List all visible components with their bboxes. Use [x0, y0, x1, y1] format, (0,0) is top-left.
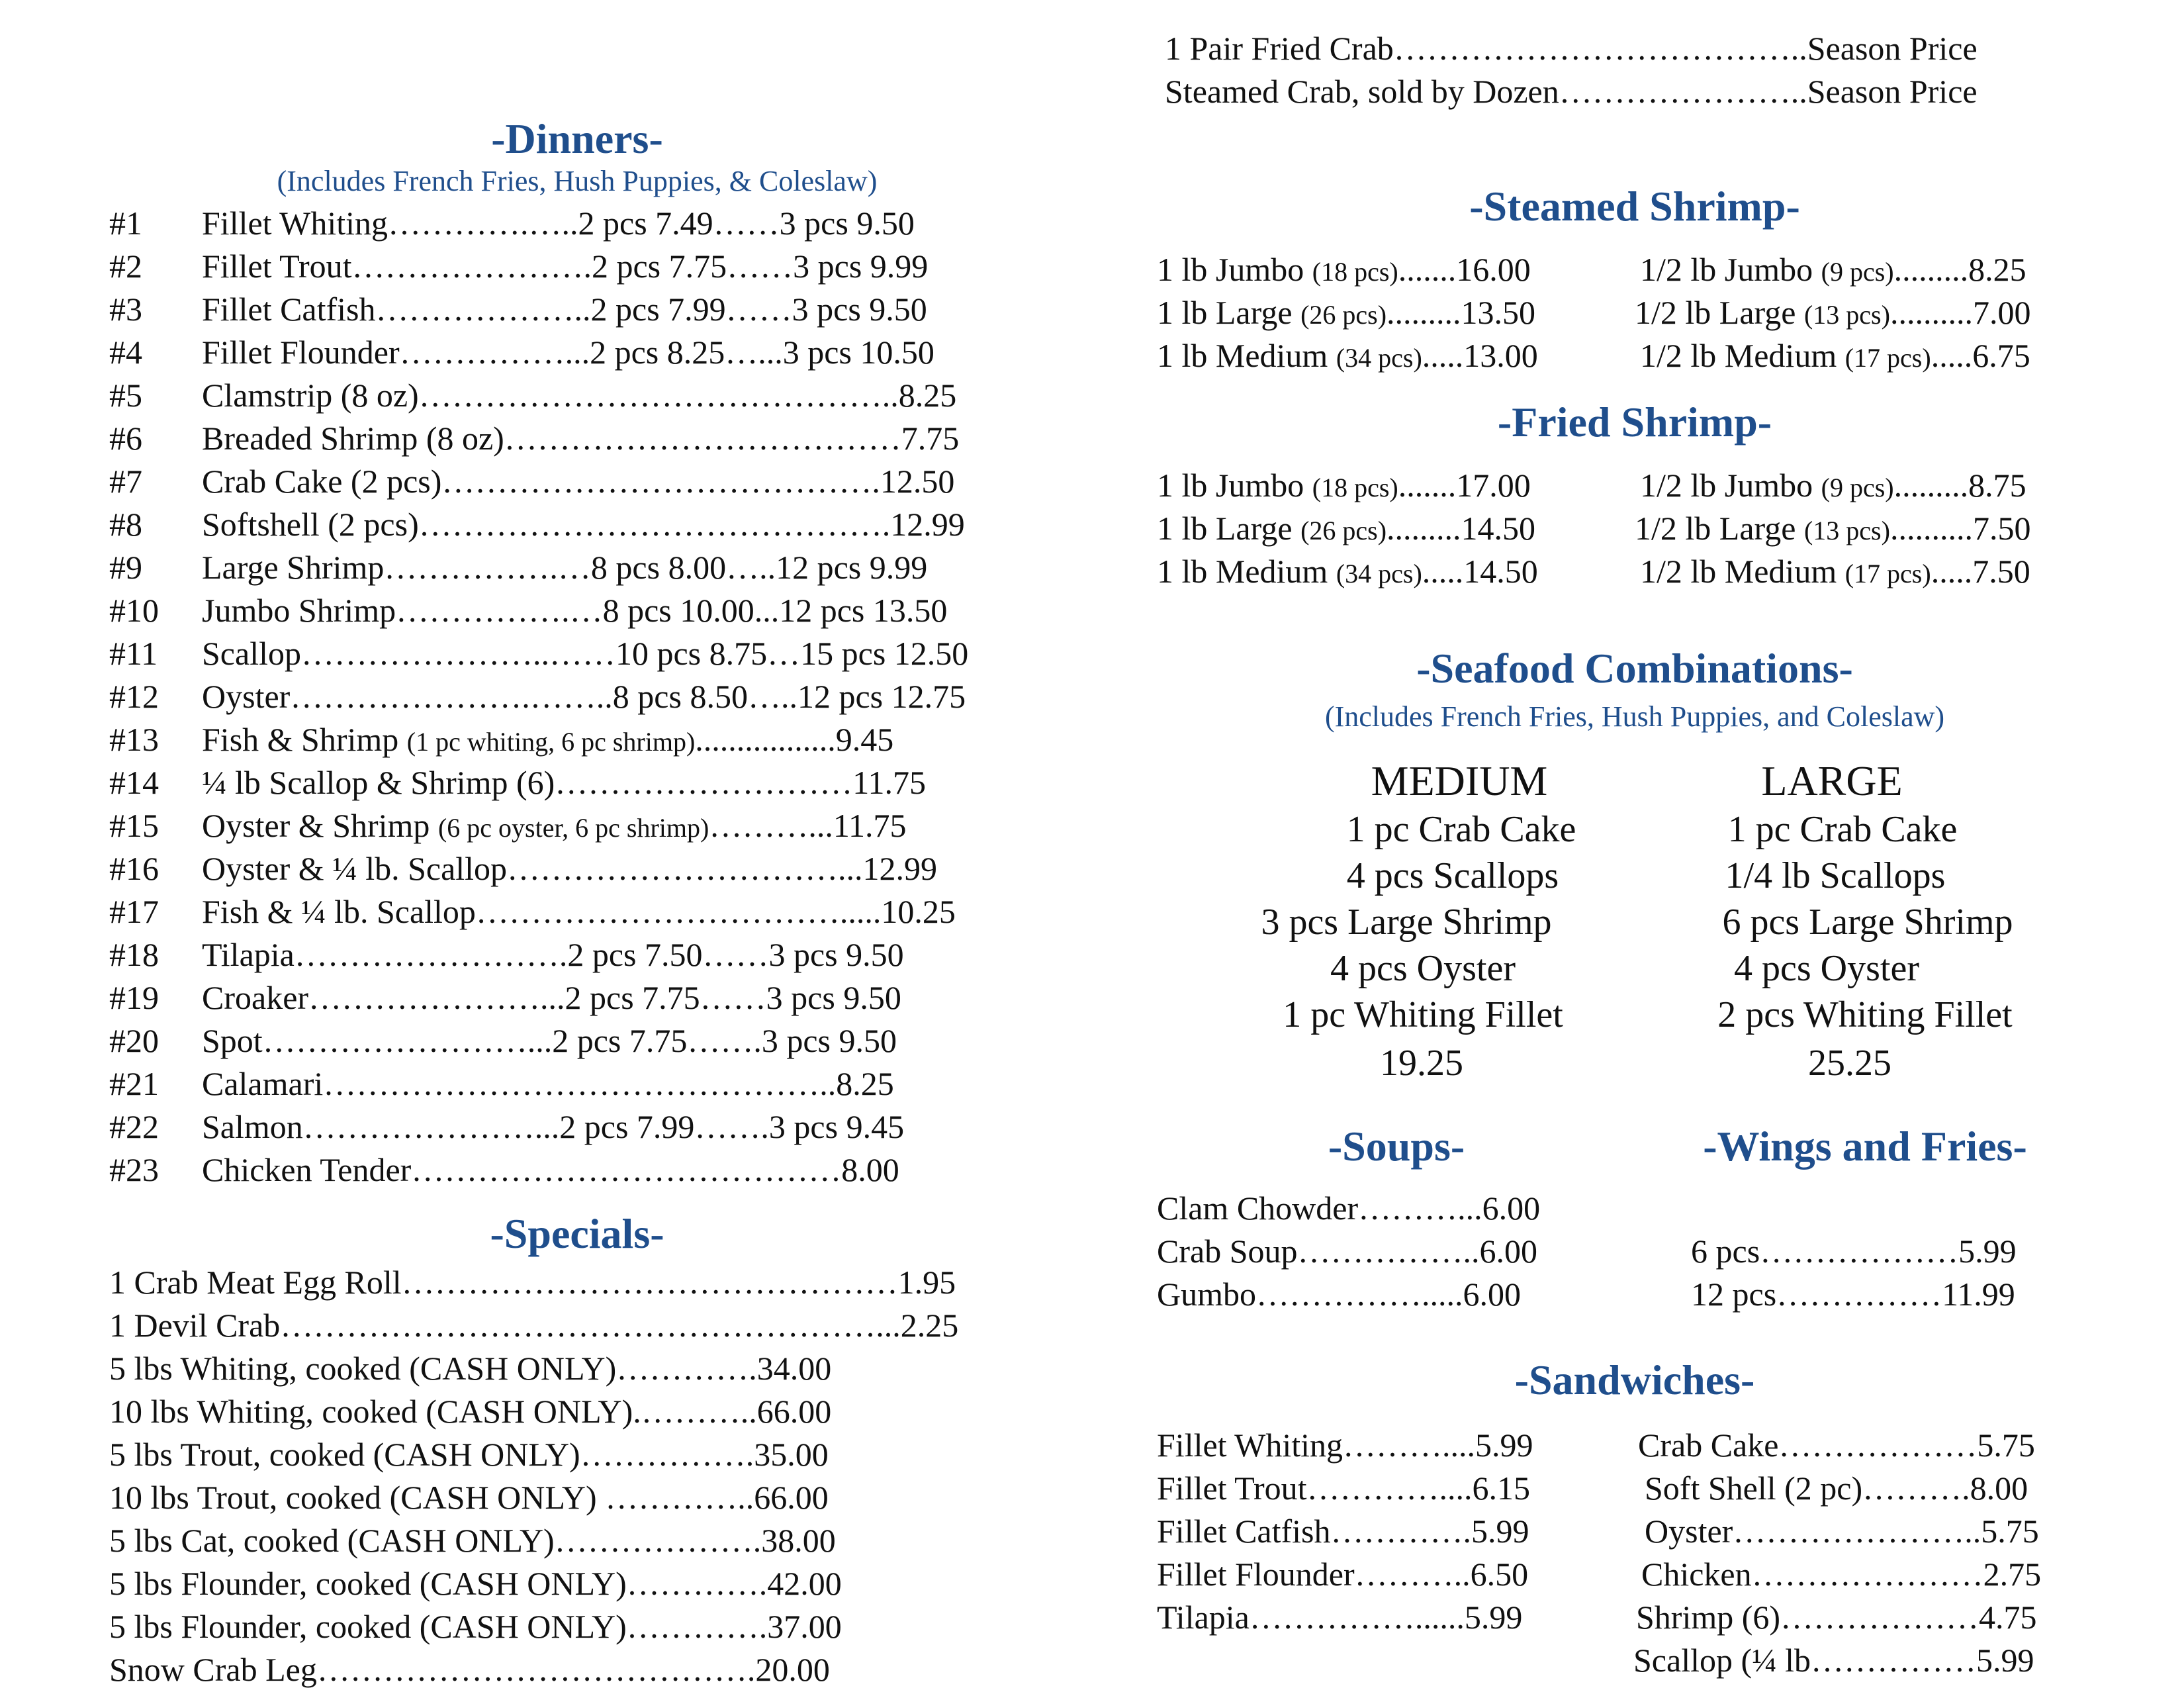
list-item: 1/4 lb Scallops: [1725, 855, 1946, 896]
combinations-note: (Includes French Fries, Hush Puppies, and Coleslaw): [1324, 700, 1945, 733]
list-item: Fillet Flounder………..6.50: [1157, 1556, 1529, 1593]
combo-large-price: 25.25: [1808, 1043, 1891, 1084]
combo-large-title: LARGE: [1761, 757, 1903, 804]
list-item: #7 Crab Cake (2 pcs)………………………………….12.50: [109, 463, 955, 500]
list-item: 1 pc Crab Cake: [1727, 809, 1958, 850]
list-item: #18 Tilapia…………………….2 pcs 7.50……3 pcs 9.50: [109, 936, 904, 973]
list-item: 5 lbs Trout, cooked (CASH ONLY)…………….35.00: [109, 1436, 829, 1473]
list-item: 1 Pair Fried Crab………………………………..Season Price: [1165, 30, 1978, 67]
list-item: Clam Chowder………...6.00: [1157, 1190, 1541, 1227]
soups-heading: -Soups-: [1328, 1123, 1465, 1170]
list-item: #4 Fillet Flounder……………...2 pcs 8.25…...3 pcs 10.50: [109, 334, 934, 371]
fried-shrimp-heading: -Fried Shrimp-: [1497, 399, 1772, 445]
list-item: 12 pcs……………11.99: [1691, 1276, 2015, 1313]
list-item: 4 pcs Scallops: [1346, 855, 1559, 896]
sandwiches-heading: -Sandwiches-: [1514, 1356, 1755, 1403]
list-item: 1 Devil Crab………………………………………………...2.25: [109, 1307, 959, 1344]
dinners-heading: -Dinners-: [491, 115, 663, 162]
list-item: #10 Jumbo Shrimp…………….…8 pcs 10.00...12 pcs 13.50: [109, 592, 948, 629]
list-item: Tilapia……………......5.99: [1157, 1599, 1523, 1636]
wings-heading: -Wings and Fries-: [1703, 1123, 2027, 1170]
steamed-shrimp-heading: -Steamed Shrimp-: [1469, 183, 1800, 230]
list-item: #6 Breaded Shrimp (8 oz)………………………………7.75: [109, 420, 960, 457]
list-item: #9 Large Shrimp…………….…8 pcs 8.00…..12 pcs 9.99: [109, 549, 928, 586]
list-item: #1 Fillet Whiting………….…..2 pcs 7.49……3 pcs 9.50: [109, 205, 915, 242]
combo-medium-price: 19.25: [1380, 1043, 1463, 1084]
list-item: #5 Clamstrip (8 oz)……………………………………..8.25: [109, 377, 957, 414]
list-item: 1/2 lb Jumbo (9 pcs).........8.25: [1640, 251, 2026, 288]
list-item: #17 Fish & ¼ lb. Scallop…………………………….....10.25: [109, 893, 956, 930]
list-item: 10 lbs Trout, cooked (CASH ONLY) …………..66.00: [109, 1479, 829, 1516]
list-item: 1/2 lb Large (13 pcs)..........7.00: [1635, 294, 2031, 331]
list-item: 1 lb Medium (34 pcs).....13.00: [1157, 337, 1538, 374]
list-item: 4 pcs Oyster: [1734, 948, 1919, 989]
list-item: #12 Oyster………………….……..8 pcs 8.50…..12 pcs 12.75: [109, 678, 966, 715]
list-item: #20 Spot……………………...2 pcs 7.75…….3 pcs 9.50: [109, 1022, 897, 1059]
list-item: #14 ¼ lb Scallop & Shrimp (6)………………………11.75: [109, 764, 926, 801]
list-item: Fillet Whiting………....5.99: [1157, 1427, 1533, 1464]
list-item: #13 Fish & Shrimp (1 pc whiting, 6 pc shrimp).................9.45: [109, 721, 894, 758]
list-item: Shrimp (6)………………4.75: [1636, 1599, 2037, 1636]
list-item: 4 pcs Oyster: [1330, 948, 1516, 989]
list-item: #8 Softshell (2 pcs)…………………………………….12.99: [109, 506, 965, 543]
list-item: 5 lbs Flounder, cooked (CASH ONLY)………….37.00: [109, 1608, 842, 1645]
list-item: #2 Fillet Trout………………….2 pcs 7.75……3 pcs 9.99: [109, 248, 929, 285]
list-item: Snow Crab Leg………………………………….20.00: [109, 1651, 830, 1688]
list-item: 1 lb Large (26 pcs).........14.50: [1157, 510, 1536, 547]
combo-medium-title: MEDIUM: [1371, 757, 1548, 804]
list-item: #11 Scallop…………………..……10 pcs 8.75…15 pcs 12.50: [109, 635, 969, 672]
list-item: 2 pcs Whiting Fillet: [1717, 994, 2013, 1035]
list-item: 1 lb Medium (34 pcs).....14.50: [1157, 553, 1538, 590]
list-item: Crab Soup……………..6.00: [1157, 1233, 1537, 1270]
list-item: #22 Salmon…………………...2 pcs 7.99…….3 pcs 9.45: [109, 1108, 905, 1145]
list-item: 5 lbs Cat, cooked (CASH ONLY)……………….38.00: [109, 1522, 836, 1559]
list-item: 1/2 lb Medium (17 pcs).....7.50: [1640, 553, 2030, 590]
list-item: 6 pcs………………5.99: [1691, 1233, 2017, 1270]
list-item: Chicken…………………2.75: [1641, 1556, 2042, 1593]
list-item: Scallop (¼ lb……………5.99: [1633, 1642, 2034, 1679]
list-item: #16 Oyster & ¼ lb. Scallop…………………………...12.99: [109, 850, 938, 887]
list-item: Oyster…………………..5.75: [1645, 1513, 2039, 1550]
list-item: #19 Croaker…………………...2 pcs 7.75……3 pcs 9.50: [109, 979, 901, 1016]
dinners-note: (Includes French Fries, Hush Puppies, & Coleslaw): [277, 165, 878, 197]
list-item: Soft Shell (2 pc)……….8.00: [1645, 1470, 2028, 1507]
combinations-heading: -Seafood Combinations-: [1416, 645, 1853, 692]
list-item: Fillet Catfish………….5.99: [1157, 1513, 1529, 1550]
list-item: 5 lbs Whiting, cooked (CASH ONLY)………….34.00: [109, 1350, 832, 1387]
list-item: #15 Oyster & Shrimp (6 pc oyster, 6 pc shrimp)………...11.75: [109, 807, 907, 844]
list-item: Gumbo…………….....6.00: [1157, 1276, 1521, 1313]
list-item: #23 Chicken Tender…………………………………8.00: [109, 1151, 899, 1188]
list-item: Steamed Crab, sold by Dozen…………………..Season Price: [1165, 73, 1978, 110]
list-item: Crab Cake………………5.75: [1638, 1427, 2035, 1464]
list-item: 1/2 lb Medium (17 pcs).....6.75: [1640, 337, 2030, 374]
list-item: 10 lbs Whiting, cooked (CASH ONLY).………..66.00: [109, 1393, 832, 1430]
list-item: #3 Fillet Catfish………………..2 pcs 7.99……3 pcs 9.50: [109, 291, 927, 328]
list-item: 1 lb Large (26 pcs).........13.50: [1157, 294, 1536, 331]
list-item: 1/2 lb Large (13 pcs)..........7.50: [1635, 510, 2031, 547]
list-item: Fillet Trout…………....6.15: [1157, 1470, 1530, 1507]
list-item: 1 lb Jumbo (18 pcs).......16.00: [1157, 251, 1531, 288]
list-item: 1 pc Whiting Fillet: [1283, 994, 1563, 1035]
list-item: 1 lb Jumbo (18 pcs).......17.00: [1157, 467, 1531, 504]
list-item: 5 lbs Flounder, cooked (CASH ONLY)………….42.00: [109, 1565, 842, 1602]
list-item: 1 Crab Meat Egg Roll………………………………………1.95: [109, 1264, 956, 1301]
list-item: 1 pc Crab Cake: [1346, 809, 1576, 850]
specials-heading: -Specials-: [490, 1210, 664, 1257]
list-item: 1/2 lb Jumbo (9 pcs).........8.75: [1640, 467, 2026, 504]
list-item: 6 pcs Large Shrimp: [1722, 902, 2013, 943]
list-item: #21 Calamari………………………………………..8.25: [109, 1065, 894, 1102]
list-item: 3 pcs Large Shrimp: [1261, 902, 1552, 943]
